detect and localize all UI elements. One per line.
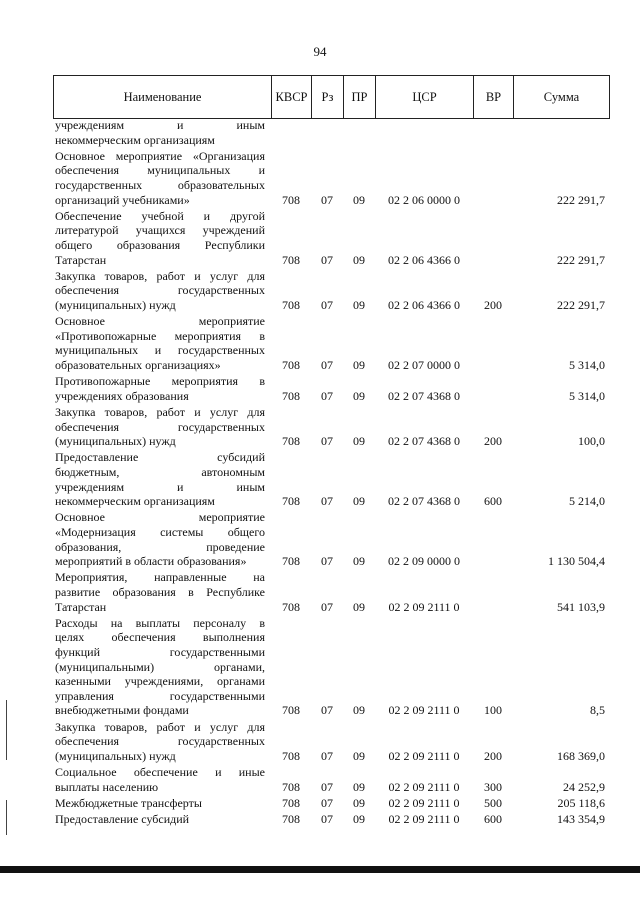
cell-csr: 02 2 09 2111 0 [388,599,460,614]
cell-kvsr: 708 [282,795,300,810]
row-name-line: общего образования Республики [55,237,265,252]
row-name-line: организаций учебниками» [55,192,190,207]
row-name [55,616,265,718]
cell-sum: 222 291,7 [557,298,605,312]
row-name [55,118,265,147]
row-name-line: образования, проведение [55,539,265,554]
cell-sum: 541 103,9 [557,599,605,614]
cell-csr: 02 2 09 2111 0 [388,779,460,794]
row-name-line: Предоставление субсидий [55,450,265,465]
cell-pr: 09 [353,748,365,763]
cell-csr: 02 2 06 4366 0 [388,252,460,267]
cell-sum: 168 369,0 [557,748,605,763]
cell-pr: 09 [353,795,365,810]
cell-csr: 02 2 09 2111 0 [388,748,460,763]
scan-margin-mark [6,700,7,760]
table-row [53,796,609,811]
row-name-line: Закупка товаров, работ и услуг для [55,405,265,419]
cell-rz: 07 [321,779,333,794]
cell-rz: 07 [321,748,333,763]
cell-vr: 200 [484,748,502,763]
table-row [53,812,609,827]
row-name-line: Основное мероприятие [55,510,265,525]
table-row [53,765,609,794]
row-name-line: (муниципальных) нужд [55,748,176,763]
header-name: Наименование [54,76,272,119]
row-name [55,510,265,568]
table-row [53,374,609,403]
table-row [53,616,609,718]
cell-kvsr: 708 [282,298,300,312]
row-name-line: Обеспечение учебной и другой [55,208,265,223]
row-name [55,314,265,372]
cell-kvsr: 708 [282,779,300,794]
row-name-line: обеспечения муниципальных и [55,163,265,178]
row-name [55,796,265,811]
cell-kvsr: 708 [282,388,300,403]
cell-kvsr: 708 [282,748,300,763]
cell-csr: 02 2 09 2111 0 [388,795,460,810]
cell-sum: 100,0 [578,434,605,449]
cell-pr: 09 [353,703,365,718]
row-name-line: муниципальных и государственных [55,343,265,358]
cell-pr: 09 [353,388,365,403]
row-name-line: «Модернизация системы общего [55,524,265,539]
cell-rz: 07 [321,554,333,569]
cell-csr: 02 2 07 4368 0 [388,434,460,449]
row-name-line: целях обеспечения выполнения [55,630,265,645]
cell-pr: 09 [353,298,365,312]
cell-rz: 07 [321,812,333,826]
header-pr: ПР [344,76,376,119]
row-name [55,765,265,794]
cell-kvsr: 708 [282,434,300,449]
row-name-line: некоммерческим организациям [55,132,215,147]
cell-rz: 07 [321,795,333,810]
cell-kvsr: 708 [282,494,300,509]
cell-sum: 24 252,9 [563,779,605,794]
cell-csr: 02 2 07 4368 0 [388,388,460,403]
cell-sum: 5 214,0 [569,494,605,509]
cell-pr: 09 [353,812,365,826]
row-name-line: развитие образования в Республике [55,584,265,599]
cell-vr: 300 [484,779,502,794]
row-name-line: Татарстан [55,599,107,614]
row-name-line: Мероприятия, направленные на [55,570,265,585]
row-name [55,209,265,267]
row-name-line: Противопожарные мероприятия в [55,374,265,389]
row-name-line: Основное мероприятие [55,314,265,329]
table-row [53,269,609,313]
row-name [55,149,265,207]
cell-vr: 600 [484,494,502,509]
cell-vr: 500 [484,795,502,810]
cell-kvsr: 708 [282,192,300,207]
row-name-line: обеспечения государственных [55,734,265,749]
cell-kvsr: 708 [282,554,300,569]
row-name-line: Предоставление субсидий [55,812,190,826]
cell-vr: 100 [484,703,502,718]
cell-rz: 07 [321,298,333,312]
cell-csr: 02 2 09 0000 0 [388,554,460,569]
cell-rz: 07 [321,388,333,403]
header-sum: Сумма [514,76,610,119]
row-name-line: обеспечения государственных [55,283,265,298]
cell-kvsr: 708 [282,357,300,372]
table-row [53,209,609,267]
row-name-line: Татарстан [55,252,107,267]
table-row [53,314,609,372]
table-row [53,149,609,207]
table-row [53,118,609,147]
row-name-line: образовательных организациях» [55,357,221,372]
cell-vr: 200 [484,298,502,312]
row-name-line: учреждениям и иным [55,118,265,132]
cell-pr: 09 [353,779,365,794]
cell-pr: 09 [353,599,365,614]
cell-pr: 09 [353,252,365,267]
row-name-line: Социальное обеспечение и иные [55,765,265,779]
row-name-line: управления государственными [55,688,265,703]
cell-sum: 8,5 [590,703,605,718]
row-name-line: некоммерческим организациям [55,494,215,509]
cell-kvsr: 708 [282,812,300,826]
row-name-line: учреждениях образования [55,388,189,403]
row-name-line: (муниципальных) нужд [55,434,176,449]
row-name-line: мероприятий в области образования» [55,554,247,569]
row-name [55,570,265,614]
header-csr: ЦСР [376,76,474,119]
row-name-line: Межбюджетные трансферты [55,795,202,810]
cell-sum: 5 314,0 [569,357,605,372]
cell-csr: 02 2 09 2111 0 [388,812,460,826]
cell-vr: 600 [484,812,502,826]
table-row [53,405,609,449]
row-name-line: учреждениям и иным [55,479,265,494]
row-name-line: внебюджетными фондами [55,703,189,718]
table-header [53,75,610,119]
cell-csr: 02 2 06 4366 0 [388,298,460,312]
cell-kvsr: 708 [282,703,300,718]
cell-rz: 07 [321,494,333,509]
row-name [55,405,265,449]
scan-margin-mark [6,800,7,835]
table-row [53,720,609,764]
cell-pr: 09 [353,554,365,569]
cell-sum: 222 291,7 [557,192,605,207]
cell-pr: 09 [353,192,365,207]
cell-rz: 07 [321,599,333,614]
row-name [55,812,265,827]
cell-csr: 02 2 06 0000 0 [388,192,460,207]
header-kvsr: КВСР [272,76,312,119]
row-name-line: «Противопожарные мероприятия в [55,328,265,343]
row-name-line: Основное мероприятие «Организация [55,148,265,163]
cell-pr: 09 [353,434,365,449]
cell-rz: 07 [321,434,333,449]
row-name-line: бюджетным, автономным [55,464,265,479]
row-name-line: обеспечения государственных [55,419,265,434]
cell-vr: 200 [484,434,502,449]
cell-sum: 205 118,6 [557,795,605,810]
cell-pr: 09 [353,357,365,372]
row-name [55,450,265,508]
cell-csr: 02 2 09 2111 0 [388,703,460,718]
cell-csr: 02 2 07 0000 0 [388,357,460,372]
header-vr: ВР [474,76,514,119]
row-name-line: казенными учреждениями, органами [55,674,265,689]
scan-bottom-edge [0,866,640,873]
cell-kvsr: 708 [282,599,300,614]
row-name [55,720,265,764]
page-number: 94 [313,44,327,59]
cell-pr: 09 [353,494,365,509]
header-rz: Рз [312,76,344,119]
row-name-line: (муниципальными) органами, [55,659,265,674]
cell-sum: 5 314,0 [569,388,605,403]
row-name-line: функций государственными [55,644,265,659]
cell-rz: 07 [321,703,333,718]
cell-rz: 07 [321,192,333,207]
row-name [55,269,265,313]
row-name-line: Закупка товаров, работ и услуг для [55,719,265,734]
cell-kvsr: 708 [282,252,300,267]
row-name-line: государственных образовательных [55,177,265,192]
row-name [55,374,265,403]
row-name-line: выплаты населению [55,779,159,794]
table-row [53,570,609,614]
cell-sum: 1 130 504,4 [548,554,605,569]
table-row [53,450,609,508]
row-name-line: Расходы на выплаты персоналу в [55,615,265,630]
cell-sum: 222 291,7 [557,252,605,267]
table-row [53,510,609,568]
row-name-line: литературой учащихся учреждений [55,223,265,238]
cell-csr: 02 2 07 4368 0 [388,494,460,509]
cell-rz: 07 [321,252,333,267]
row-name-line: Закупка товаров, работ и услуг для [55,268,265,283]
row-name-line: (муниципальных) нужд [55,297,176,312]
cell-sum: 143 354,9 [557,812,605,826]
cell-rz: 07 [321,357,333,372]
table-body [53,118,609,840]
